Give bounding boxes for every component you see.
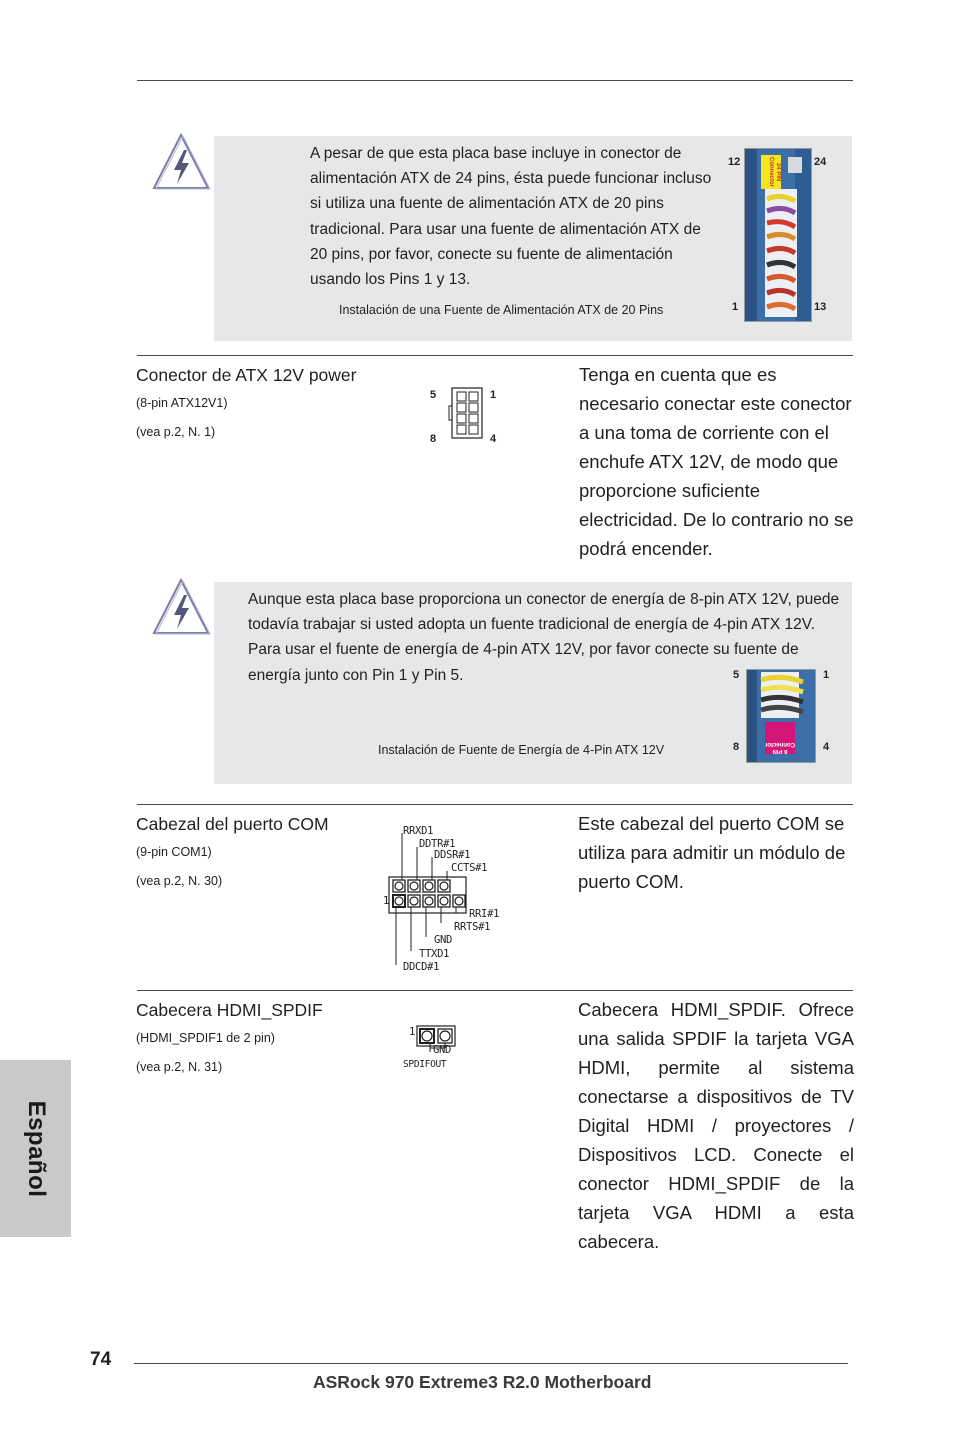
com-label-ttxd1: TTXD1 — [419, 948, 450, 960]
com-label-rri: RRI#1 — [469, 908, 500, 920]
rule-hdmi — [137, 990, 853, 991]
hdmi-reference: (vea p.2, N. 31) — [136, 1060, 223, 1074]
hdmi-spdifout-label: SPDIFOUT — [403, 1059, 447, 1070]
note2-caption: Instalación de Fuente de Energía de 4-Pin ATX 12V — [378, 743, 665, 757]
atx12v-pin-8: 8 — [430, 433, 437, 445]
atx12v-title: Conector de ATX 12V power — [136, 365, 357, 385]
language-tab — [0, 1060, 71, 1237]
note1-caption: Instalación de una Fuente de Alimentación ATX de 20 Pins — [339, 303, 664, 317]
note1-text: A pesar de que esta placa base incluye in conector de alimentación ATX de 24 pins, ésta puede funcionar incluso si utiliza una fuente de alimentación ATX de 20 pins tradicional. Para usar una fuente de alimentación ATX de 20 pins, por favor, conecte su fuente de alimentación usando los Pins 1 y 13. — [310, 145, 712, 289]
warning-icon — [150, 132, 212, 192]
com-label-rrxd1: RRXD1 — [403, 825, 434, 837]
hdmi-subtitle: (HDMI_SPDIF1 de 2 pin) — [136, 1031, 275, 1045]
atx12v-subtitle: (8-pin ATX12V1) — [136, 396, 228, 410]
note1-pin-12: 12 — [728, 156, 741, 168]
note1-pin-1: 1 — [732, 301, 739, 313]
page-number: 74 — [90, 1349, 112, 1370]
com-subtitle: (9-pin COM1) — [136, 845, 212, 859]
note2-text: Aunque esta placa base proporciona un conector de energía de 8-pin ATX 12V, puede todavía trabajar si usted adopta un fuente tradicional de energía de 4-pin ATX 12V. Para usar el fuente de energía de 4-pin ATX 12V, por favor conecte su fuente de energía junto con Pin 1 y Pin 5. — [248, 591, 840, 684]
note2-pin-4: 4 — [823, 741, 830, 753]
24pin-photo-label: 24 PIN Connector — [768, 157, 781, 187]
8pin-photo-label: 8 PIN Connector — [765, 741, 795, 754]
atx12v-reference: (vea p.2, N. 1) — [136, 425, 216, 439]
hdmi-pin1-label: 1 — [409, 1026, 416, 1038]
com-pin1-label: 1 — [383, 895, 390, 907]
com-label-ddtr: DDTR#1 — [419, 838, 456, 850]
note2-pin-8: 8 — [733, 741, 740, 753]
atx12v-pin-4: 4 — [490, 433, 497, 445]
footer-title: ASRock 970 Extreme3 R2.0 Motherboard — [313, 1372, 652, 1392]
note2-pin-1: 1 — [823, 669, 830, 681]
com-label-gnd: GND — [434, 934, 453, 946]
footer-rule — [134, 1363, 848, 1364]
com-reference: (vea p.2, N. 30) — [136, 874, 223, 888]
top-rule — [137, 80, 853, 81]
atx12v-pin-5: 5 — [430, 389, 437, 401]
com-label-ddcd: DDCD#1 — [403, 961, 440, 973]
atx12v-description: Tenga en cuenta que es necesario conectar este conector a una toma de corriente con el enchufe ATX 12V, de modo que proporcione suficiente electricidad. De lo contrario no se podrá encender. — [579, 364, 854, 559]
atx12v-pin-1: 1 — [490, 389, 497, 401]
note2-pin-5: 5 — [733, 669, 740, 681]
note1-pin-24: 24 — [814, 156, 827, 168]
com-title: Cabezal del puerto COM — [136, 814, 329, 834]
language-tab-label: Español — [22, 1100, 50, 1197]
rule-com — [137, 804, 853, 805]
24pin-connector-photo — [744, 148, 812, 322]
rule-atx12v — [137, 355, 853, 356]
com-label-ddsr: DDSR#1 — [434, 849, 471, 861]
com-label-ccts: CCTS#1 — [451, 862, 488, 874]
note1-pin-13: 13 — [814, 301, 827, 313]
warning-icon — [150, 577, 212, 637]
atx12v-connector-diagram — [448, 386, 486, 440]
hdmi-title: Cabecera HDMI_SPDIF — [136, 1000, 323, 1020]
com-label-rrts: RRTS#1 — [454, 921, 491, 933]
8pin-connector-photo — [746, 669, 816, 763]
com-description: Este cabezal del puerto COM se utiliza para admitir un módulo de puerto COM. — [578, 813, 846, 892]
hdmi-description: Cabecera HDMI_SPDIF. Ofrece una salida SPDIF la tarjeta VGA HDMI, permite al sistema conectarse a dispositivos de TV Digital HDMI / proyectores / Dispositivos LCD. Conecte el conector HDMI_SPDIF de la tarjeta VGA HDMI a esta cabecera. — [578, 999, 854, 1252]
hdmi-gnd-label: GND — [433, 1044, 452, 1056]
